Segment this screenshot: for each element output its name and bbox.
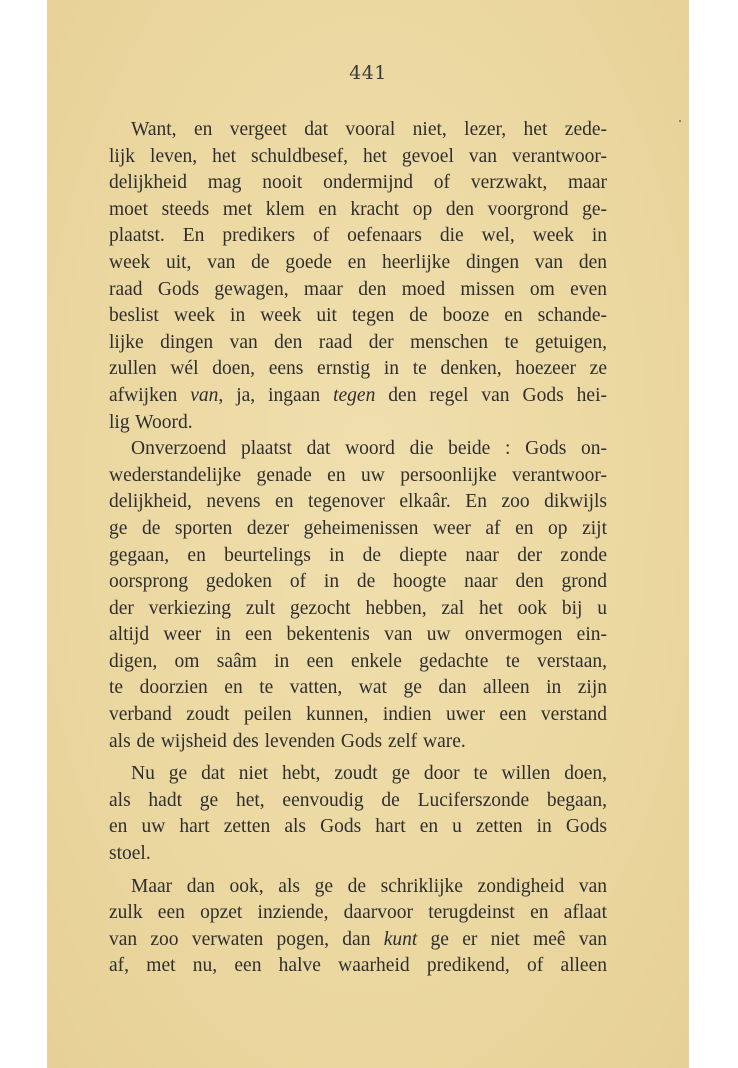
text-line: delijkheid mag nooit ondermijnd of verzwakt, maar: [109, 172, 607, 194]
book-page: [47, 0, 689, 1068]
text-line: wederstandelijke genade en uw persoonlijke verantwoor-: [109, 464, 607, 486]
text-line: lijke dingen van den raad der menschen te getuigen,: [109, 331, 607, 353]
text-line: en uw hart zetten als Gods hart en u zetten in Gods: [109, 816, 607, 838]
text-line: week uit, van de goede en heerlijke dingen van den: [109, 251, 607, 273]
text-line: stoel.: [109, 843, 151, 865]
text-line: af, met nu, een halve waarheid predikend, of alleen: [109, 955, 607, 977]
text-line: zulk een opzet inziende, daarvoor terugdeinst en aflaat: [109, 902, 607, 924]
text-line: delijkheid, nevens en tegenover elkaâr. En zoo dikwijls: [109, 491, 607, 513]
text-line: Maar dan ook, als ge de schriklijke zondigheid van: [131, 875, 607, 897]
page-text: [109, 117, 607, 980]
text-line: afwijken van, ja, ingaan tegen den regel van Gods hei-: [109, 384, 607, 406]
text-line: ge de sporten dezer geheimenissen weer af en op zijt: [109, 517, 607, 539]
text-line: lig Woord.: [109, 411, 193, 433]
text-line: oorsprong gedoken of in de hoogte naar den grond: [109, 571, 607, 593]
text-line: lijk leven, het schuldbesef, het gevoel van verantwoor-: [109, 145, 607, 167]
paper-speck: [679, 120, 681, 122]
text-line: zullen wél doen, eens ernstig in te denken, hoezeer ze: [109, 358, 607, 380]
text-line: Want, en vergeet dat vooral niet, lezer, het zede-: [131, 119, 607, 140]
page-number: 441: [349, 62, 387, 84]
text-line: altijd weer in een bekentenis van uw onvermogen ein-: [109, 624, 607, 646]
text-line: verband zoudt peilen kunnen, indien uwer een verstand: [109, 704, 607, 726]
text-line: Onverzoend plaatst dat woord die beide : Gods on-: [131, 438, 607, 460]
text-line: digen, om saâm in een enkele gedachte te verstaan,: [109, 650, 607, 672]
text-line: Nu ge dat niet hebt, zoudt ge door te willen doen,: [131, 763, 607, 785]
text-line: moet steeds met klem en kracht op den voorgrond ge-: [109, 198, 607, 220]
text-line: als de wijsheid des levenden Gods zelf ware.: [109, 730, 466, 752]
text-line: als hadt ge het, eenvoudig de Luciferszonde begaan,: [109, 789, 607, 811]
text-line: van zoo verwaten pogen, dan kunt ge er niet meê van: [109, 928, 607, 950]
text-line: beslist week in week uit tegen de booze en schande-: [109, 305, 607, 327]
text-line: gegaan, en beurtelings in de diepte naar der zonde: [109, 544, 607, 566]
text-line: raad Gods gewagen, maar den moed missen om even: [109, 278, 607, 300]
text-line: te doorzien en te vatten, wat ge dan alleen in zijn: [109, 677, 607, 699]
text-line: plaatst. En predikers of oefenaars die wel, week in: [109, 225, 607, 247]
text-line: der verkiezing zult gezocht hebben, zal het ook bij u: [109, 597, 607, 619]
